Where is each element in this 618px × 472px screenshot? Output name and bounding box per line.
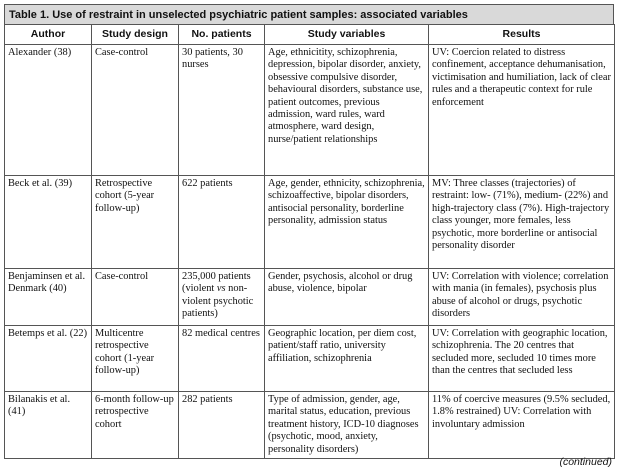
table-row bbox=[5, 269, 615, 326]
header-study-variables: Study variables bbox=[265, 25, 429, 45]
cell-design: Case-control bbox=[92, 269, 179, 326]
header-row bbox=[5, 25, 615, 45]
cell-patients: 30 patients, 30 nurses bbox=[179, 45, 265, 176]
cell-results: UV: Coercion related to distress confinement, acceptance dehumanisation, victimisation and humiliation, lack of clear rules and a therapeutic context for rule enforcement bbox=[429, 45, 615, 176]
data-table bbox=[4, 24, 615, 459]
header-study-design: Study design bbox=[92, 25, 179, 45]
cell-results: MV: Three classes (trajectories) of restraint: low- (71%), medium- (22%) and high-trajectory class (7%). High-trajectory class younger, more females, less psychotic, more borderline or antisocial personality disorder bbox=[429, 176, 615, 269]
cell-author: Betemps et al. (22) bbox=[5, 326, 92, 392]
cell-author: Beck et al. (39) bbox=[5, 176, 92, 269]
cell-patients: 622 patients bbox=[179, 176, 265, 269]
cell-author: Alexander (38) bbox=[5, 45, 92, 176]
cell-variables: Age, gender, ethnicity, schizophrenia, schizoaffective, bipolar disorders, antisocial personality, borderline personality, admission status bbox=[265, 176, 429, 269]
patients-text-em: vs bbox=[216, 283, 226, 295]
cell-results: UV: Correlation with violence; correlation with mania (in females), psychosis plus abuse of alcohol or drugs, psychotic disorders bbox=[429, 269, 615, 326]
cell-design: Retrospective cohort (5-year follow-up) bbox=[92, 176, 179, 269]
cell-patients bbox=[179, 269, 265, 326]
patients-text-a: 235,000 patients (violent bbox=[182, 271, 251, 295]
table-row bbox=[5, 176, 615, 269]
cell-patients: 82 medical centres bbox=[179, 326, 265, 392]
table-row bbox=[5, 45, 615, 176]
cell-variables: Gender, psychosis, alcohol or drug abuse, violence, bipolar bbox=[265, 269, 429, 326]
cell-patients: 282 patients bbox=[179, 392, 265, 459]
header-author: Author bbox=[5, 25, 92, 45]
cell-design: Case-control bbox=[92, 45, 179, 176]
table-container bbox=[4, 4, 614, 459]
patients-text-b: non-violent psychotic patients) bbox=[182, 283, 254, 320]
continued-note: (continued) bbox=[559, 456, 612, 468]
table-row bbox=[5, 392, 615, 459]
cell-results: 11% of coercive measures (9.5% secluded, 1.8% restrained) UV: Correlation with involuntary admission bbox=[429, 392, 615, 459]
cell-variables: Type of admission, gender, age, marital status, education, previous treatment history, ICD-10 diagnoses (psychotic, mood, anxiety, personality disorders) bbox=[265, 392, 429, 459]
header-no-patients: No. patients bbox=[179, 25, 265, 45]
cell-variables: Geographic location, per diem cost, patient/staff ratio, university affiliation, schizophrenia bbox=[265, 326, 429, 392]
cell-author: Bilanakis et al. (41) bbox=[5, 392, 92, 459]
table-row bbox=[5, 326, 615, 392]
cell-variables: Age, ethnicitity, schizophrenia, depression, bipolar disorder, anxiety, obsessive compulsive disorder, behavioural disorders, substance use, patient outcomes, previous admission, ward rules, ward atmosphere, ward design, nurse/patient relationships bbox=[265, 45, 429, 176]
cell-design: Multicentre retrospective cohort (1-year follow-up) bbox=[92, 326, 179, 392]
table-title: Table 1. Use of restraint in unselected psychiatric patient samples: associated variables bbox=[4, 4, 614, 24]
cell-design: 6-month follow-up retrospective cohort bbox=[92, 392, 179, 459]
header-results: Results bbox=[429, 25, 615, 45]
cell-results: UV: Correlation with geographic location, schizophrenia. The 20 centres that secluded more, secluded 10 times more than the centres that secluded less bbox=[429, 326, 615, 392]
cell-author: Benjaminsen et al. Denmark (40) bbox=[5, 269, 92, 326]
